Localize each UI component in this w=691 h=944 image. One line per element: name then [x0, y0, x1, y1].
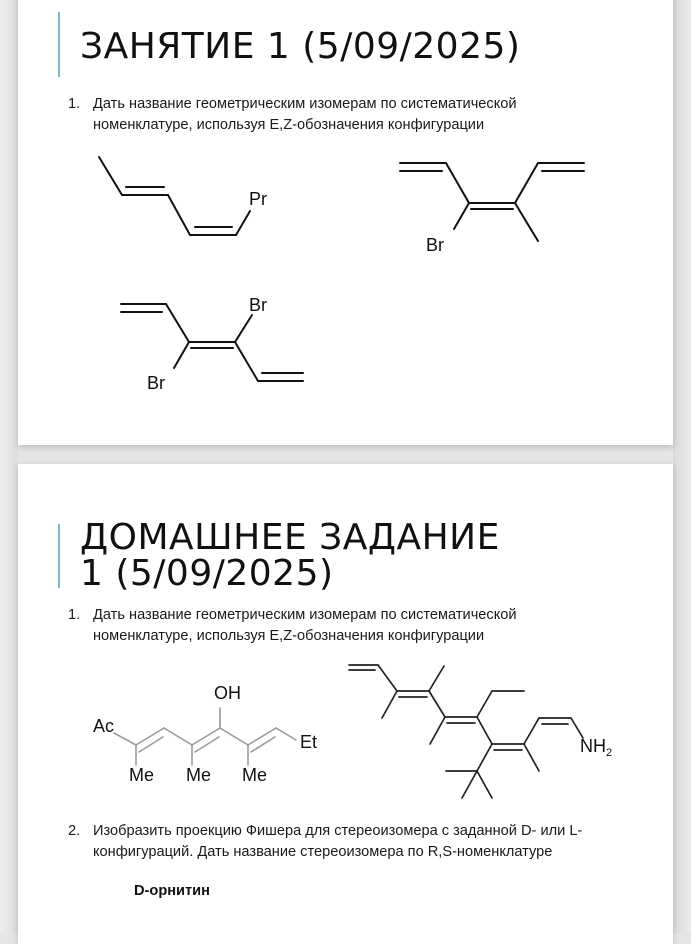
bond-line [477, 771, 492, 798]
bond-line [429, 666, 444, 691]
structure-dibromo-triene [121, 295, 303, 393]
bond-line [515, 163, 538, 203]
bond-line [136, 728, 164, 745]
bond-line [382, 691, 397, 718]
page-title: ЗАНЯТИЕ 1 (5/09/2025) [80, 26, 521, 67]
task-number: 2. [68, 823, 81, 839]
bond-line [477, 691, 492, 717]
task-text: Дать название геометрическим изомерам по систематической номенклатуре, используя E,Z-обозначения конфигурации [93, 96, 517, 133]
bond-line [430, 717, 445, 744]
bond-line [515, 203, 538, 241]
bond-line [446, 163, 469, 203]
compound-name: D-орнитин [134, 883, 210, 899]
bond-line [195, 737, 219, 752]
atom-label: Et [300, 732, 318, 752]
atom-label: Me [186, 765, 212, 785]
bond-line [164, 728, 192, 745]
atom-label: OH [214, 683, 241, 703]
atom-label: Me [129, 765, 155, 785]
atom-label: Br [249, 295, 267, 315]
atom-label: $NH_2$ [580, 736, 613, 759]
atom-label: Me [242, 765, 268, 785]
bond-line [477, 717, 492, 744]
bond-line [174, 342, 189, 368]
task-text: Изобразить проекцию Фишера для стереоизомера с заданной D- или L-конфигураций. Дать название стереоизомера по R,S-номенклатуре [93, 823, 583, 860]
atom-label: Br [426, 235, 444, 255]
structure-amino-tetraene [349, 665, 612, 798]
bond-line [168, 195, 190, 235]
bond-line [477, 744, 492, 771]
bond-line [454, 203, 469, 229]
bond-line [378, 665, 397, 691]
bond-line [524, 718, 539, 744]
bond-line [235, 342, 258, 381]
bond-line [276, 728, 296, 740]
bond-line [462, 771, 477, 798]
bond-line [114, 733, 136, 745]
structure-diene-propyl [99, 157, 267, 235]
bond-line [166, 304, 189, 342]
page-title-line-2: 1 (5/09/2025) [80, 553, 334, 594]
task-number: 1. [68, 607, 81, 623]
atom-label: Ac [93, 716, 115, 736]
bond-line [236, 211, 250, 235]
bond-line [429, 691, 445, 717]
bond-line [220, 728, 248, 745]
atom-label: Pr [249, 189, 267, 209]
page-title-line-1: ДОМАШНЕЕ ЗАДАНИЕ [80, 517, 500, 558]
bond-line [251, 737, 275, 752]
bond-line [248, 728, 276, 745]
atom-label: Br [147, 373, 165, 393]
bond-line [99, 157, 122, 195]
bond-line [235, 315, 252, 342]
bond-line [192, 728, 220, 745]
task-number: 1. [68, 96, 81, 112]
structure-acetyl-hydroxy-triene [93, 683, 317, 785]
bond-line [139, 737, 163, 752]
bond-line [524, 744, 539, 771]
task-text: Дать название геометрическим изомерам по систематической номенклатуре, используя E,Z-обозначения конфигурации [93, 607, 517, 644]
bond-line [571, 718, 583, 738]
structure-bromo-triene [400, 163, 584, 255]
